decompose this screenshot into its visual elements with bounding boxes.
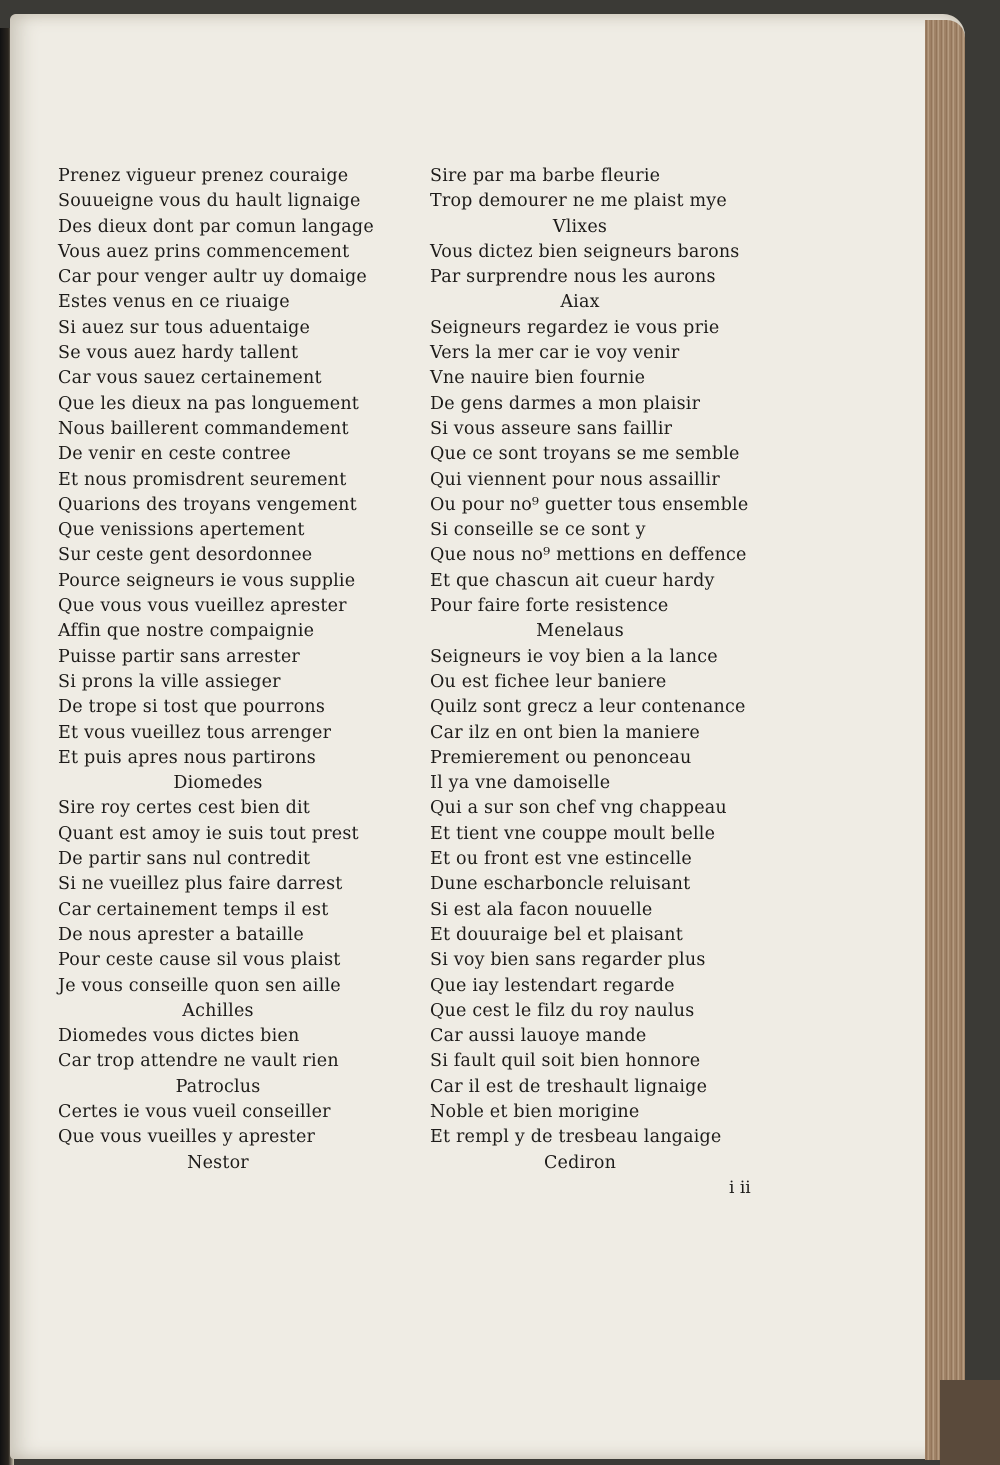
verse-line: Et que chascun ait cueur hardy (430, 570, 715, 591)
verse-line: De trope si tost que pourrons (58, 697, 326, 718)
verse-line: Qui viennent pour nous assaillir (430, 469, 720, 490)
verse-line: Que iay lestendart regarde (430, 975, 675, 996)
verse-line: Affin que nostre compaignie (58, 621, 315, 642)
verse-line: De gens darmes a mon plaisir (430, 393, 701, 414)
verse-line: Quant est amoy ie suis tout prest (58, 823, 359, 844)
verse-line: De venir en ceste contree (58, 444, 291, 465)
verse-line: Que nous no⁹ mettions en deffence (430, 545, 747, 566)
verse-line: Se vous auez hardy tallent (58, 343, 299, 364)
verse-line: De nous aprester a bataille (58, 924, 304, 945)
verse-line: Et vous vueillez tous arrenger (58, 722, 332, 743)
verse-line: Puisse partir sans arrester (58, 646, 300, 667)
verse-line: Car aussi lauoye mande (430, 1026, 647, 1047)
verse-line: Si voy bien sans regarder plus (430, 950, 706, 971)
verse-line: Premierement ou penonceau (430, 747, 692, 768)
speaker-name: Achilles (182, 1000, 254, 1021)
verse-line: Sur ceste gent desordonnee (58, 545, 313, 566)
verse-line: Prenez vigueur prenez couraige (58, 166, 349, 186)
verse-line: Pour faire forte resistence (430, 596, 669, 617)
verse-line: Des dieux dont par comun langage (58, 216, 374, 237)
verse-line: Seigneurs regardez ie vous prie (430, 317, 720, 338)
verse-line: Seigneurs ie voy bien a la lance (430, 646, 718, 667)
verse-line: Nous baillerent commandement (58, 418, 349, 439)
binding-shadow (940, 1380, 1000, 1465)
verse-line: Qui a sur son chef vng chappeau (430, 798, 727, 819)
verse-line: Diomedes vous dictes bien (58, 1026, 300, 1047)
verse-line: Noble et bien morigine (430, 1101, 640, 1122)
verse-line: Car vous sauez certainement (58, 368, 322, 389)
speaker-name: Patroclus (175, 1076, 261, 1097)
speaker-name: Menelaus (536, 621, 624, 642)
verse-line: Pour ceste cause sil vous plaist (58, 950, 341, 971)
verse-line: Ou est fichee leur baniere (430, 671, 667, 692)
verse-line: Pource seigneurs ie vous supplie (58, 570, 356, 591)
verse-line: Si auez sur tous aduentaige (58, 317, 311, 338)
verse-line: Certes ie vous vueil conseiller (58, 1101, 331, 1122)
verse-line: Que venissions apertement (58, 520, 305, 541)
speaker-name: Diomedes (173, 773, 263, 794)
verse-line: Trop demourer ne me plaist mye (430, 191, 727, 212)
verse-line: Si conseille se ce sont y (430, 520, 646, 541)
verse-line: Car trop attendre ne vault rien (58, 1051, 339, 1072)
verse-line: Si vous asseure sans faillir (430, 418, 673, 439)
speaker-name: Aiax (560, 292, 600, 313)
verse-line: Souueigne vous du hault lignaige (58, 191, 361, 212)
verse-line: Je vous conseille quon sen aille (58, 975, 341, 996)
verse-line: De partir sans nul contredit (58, 849, 311, 870)
folio-signature: i ii (729, 1178, 751, 1198)
verse-line: Car certainement temps il est (58, 899, 329, 920)
verse-line: Et ou front est vne estincelle (430, 849, 692, 870)
verse-line: Car il est de treshault lignaige (430, 1076, 708, 1097)
verse-line: Et tient vne couppe moult belle (430, 823, 716, 844)
right-text-column (430, 164, 790, 1176)
speaker-name: Vlixes (552, 216, 608, 237)
verse-line: Sire par ma barbe fleurie (430, 166, 661, 186)
verse-line: Si fault quil soit bien honnore (430, 1051, 701, 1072)
verse-line: Vers la mer car ie voy venir (430, 343, 680, 364)
speaker-name: Nestor (187, 1152, 249, 1173)
verse-line: Et rempl y de tresbeau langaige (430, 1127, 722, 1148)
verse-line: Vous dictez bien seigneurs barons (430, 241, 740, 262)
left-text-column (58, 164, 408, 1176)
verse-line: Que les dieux na pas longuement (58, 393, 360, 414)
verse-line: Si ne vueillez plus faire darrest (58, 874, 343, 895)
verse-line: Quilz sont grecz a leur contenance (430, 697, 746, 718)
verse-line: Vne nauire bien fournie (430, 368, 646, 389)
verse-line: Si prons la ville assieger (58, 671, 281, 692)
verse-line: Quarions des troyans vengement (58, 494, 357, 515)
verse-line: Car ilz en ont bien la maniere (430, 722, 700, 743)
page-fore-edge (925, 20, 965, 1460)
verse-line: Que vous vous vueillez aprester (58, 596, 347, 617)
verse-line: Il ya vne damoiselle (430, 773, 611, 794)
verse-line: Et nous promisdrent seurement (58, 469, 347, 490)
verse-line: Et puis apres nous partirons (58, 747, 316, 768)
speaker-name: Cediron (543, 1152, 617, 1173)
verse-line: Par surprendre nous les aurons (430, 267, 716, 288)
verse-line: Dune escharboncle reluisant (430, 874, 691, 895)
verse-line: Sire roy certes cest bien dit (58, 798, 311, 819)
verse-line: Et douuraige bel et plaisant (430, 924, 683, 945)
verse-line: Car pour venger aultr uy domaige (58, 267, 367, 288)
verse-line: Que cest le filz du roy naulus (430, 1000, 695, 1021)
verse-line: Ou pour no⁹ guetter tous ensemble (430, 494, 749, 515)
verse-line: Vous auez prins commencement (58, 241, 350, 262)
verse-line: Si est ala facon nouuelle (430, 899, 653, 920)
verse-line: Estes venus en ce riuaige (58, 292, 290, 313)
verse-line: Que ce sont troyans se me semble (430, 444, 740, 465)
verse-line: Que vous vueilles y aprester (58, 1127, 316, 1148)
